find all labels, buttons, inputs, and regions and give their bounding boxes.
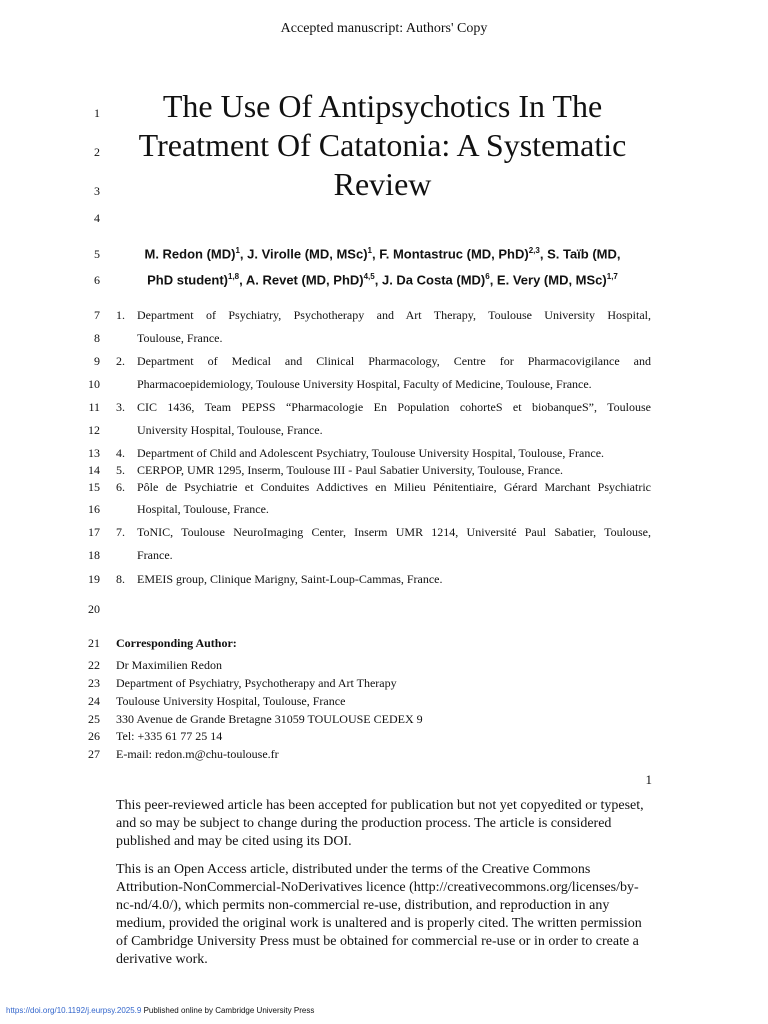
author-list-line (110, 272, 655, 287)
author-name: , F. Montastruc (MD, PhD) (372, 246, 529, 262)
author-name: , A. Revet (MD, PhD) (239, 272, 364, 288)
corresponding-author-heading: Corresponding Author: (116, 636, 237, 650)
manuscript-header: Accepted manuscript: Authors' Copy (280, 21, 488, 36)
peer-review-notice (116, 797, 652, 851)
affiliation-text: Pharmacoepidemiology, Toulouse University Hospital, Faculty of Medicine, Toulouse, France. (137, 377, 592, 391)
affiliation-number: 4. (116, 446, 125, 460)
author-affiliation-marker: 1 (367, 246, 372, 255)
affiliation-text: ToNIC, Toulouse NeuroImaging Center, Inserm UMR 1214, Université Paul Sabatier, Toulouse, (137, 525, 651, 539)
author-name: , S. Taïb (MD, (539, 246, 621, 262)
author-name: M. Redon (MD) (144, 246, 236, 262)
line-number: 5 (94, 247, 100, 261)
line-number: 25 (88, 712, 100, 726)
line-number: 27 (88, 747, 100, 761)
author-affiliation-marker: 2,3 (528, 246, 540, 255)
affiliation-text: Department of Child and Adolescent Psychiatry, Toulouse University Hospital, Toulouse, France. (137, 446, 605, 460)
line-number: 11 (88, 400, 100, 414)
corresponding-author-line: 330 Avenue de Grande Bretagne 31059 TOULOUSE CEDEX 9 (116, 712, 423, 726)
affiliation-text: France. (137, 548, 173, 562)
line-number: 26 (88, 729, 100, 743)
line-number: 15 (88, 480, 100, 494)
affiliation-text: Hospital, Toulouse, France. (137, 502, 269, 516)
line-number: 6 (94, 273, 100, 287)
line-number: 2 (94, 145, 100, 159)
affiliation-number: 2. (116, 354, 125, 368)
line-number: 1 (94, 106, 100, 120)
line-number: 19 (88, 572, 100, 586)
author-name: PhD student) (147, 272, 228, 288)
corresponding-author-email: E-mail: redon.m@chu-toulouse.fr (116, 747, 279, 761)
affiliation-text: CERPOP, UMR 1295, Inserm, Toulouse III - Paul Sabatier University, Toulouse, France. (137, 463, 564, 477)
affiliation-text: Department of Medical and Clinical Pharmacology, Centre for Pharmacovigilance and (137, 354, 651, 368)
affiliation-number: 7. (116, 525, 125, 539)
doi-link[interactable]: https://doi.org/10.1192/j.eurpsy.2025.9 (6, 1006, 142, 1015)
author-name: , J. Virolle (MD, MSc) (239, 246, 368, 262)
line-number: 13 (88, 446, 100, 460)
line-number: 12 (88, 423, 100, 437)
paper-title-line: The Use Of Antipsychotics In The (162, 88, 603, 124)
author-list-line (110, 246, 655, 261)
line-number: 14 (88, 463, 100, 477)
affiliation-text: Toulouse, France. (137, 331, 223, 345)
line-number: 20 (88, 602, 100, 616)
author-affiliation-marker: 1 (235, 246, 240, 255)
line-number: 16 (88, 502, 100, 516)
corresponding-author-line: Department of Psychiatry, Psychotherapy and Art Therapy (116, 676, 397, 690)
affiliation-text: EMEIS group, Clinique Marigny, Saint-Loup-Cammas, France. (137, 572, 443, 586)
line-number: 18 (88, 548, 100, 562)
line-number: 21 (88, 636, 100, 650)
line-number: 17 (88, 525, 100, 539)
paper-title-line: Review (333, 166, 432, 202)
affiliation-text: Department of Psychiatry, Psychotherapy and Art Therapy, Toulouse University Hospital, (137, 308, 651, 322)
author-affiliation-marker: 4,5 (363, 272, 375, 281)
affiliation-text: CIC 1436, Team PEPSS “Pharmacologie En Population cohorteS et biobanqueS”, Toulouse (137, 400, 651, 414)
line-number: 4 (94, 211, 100, 225)
page-number: 1 (645, 772, 652, 787)
author-affiliation-marker: 1,8 (228, 272, 240, 281)
open-access-notice (116, 861, 652, 969)
affiliation-text: Pôle de Psychiatrie et Conduites Addictives en Milieu Pénitentiaire, Gérard Marchant Psychiatric (137, 480, 651, 494)
corresponding-author-line: Toulouse University Hospital, Toulouse, France (116, 694, 346, 708)
line-number: 22 (88, 658, 100, 672)
author-name: , E. Very (MD, MSc) (489, 272, 607, 288)
line-number: 9 (94, 354, 100, 368)
footer-text: Published online by Cambridge University Press (141, 1006, 315, 1015)
author-affiliation-marker: 6 (485, 272, 490, 281)
notice-paragraph: This is an Open Access article, distributed under the terms of the Creative Commons Attribution-NonCommercial-NoDerivatives licence (http://creativecommons.org/licenses/by-nc-nd/4.0/), which permits non-commercial re-use, distribution, and reproduction in any medium, provided the original work is unaltered and is properly cited. The written permission of Cambridge University Press must be obtained for commercial re-use or in order to create a derivative work. (116, 862, 642, 967)
paper-title-line: Treatment Of Catatonia: A Systematic (138, 127, 627, 163)
corresponding-author-line: Tel: +335 61 77 25 14 (116, 729, 223, 743)
line-number: 8 (94, 331, 100, 345)
author-affiliation-marker: 1,7 (606, 272, 618, 281)
affiliation-number: 3. (116, 400, 125, 414)
affiliation-number: 5. (116, 463, 125, 477)
affiliation-text: University Hospital, Toulouse, France. (137, 423, 323, 437)
line-number: 23 (88, 676, 100, 690)
notice-paragraph: This peer-reviewed article has been accepted for publication but not yet copyedited or typeset, and so may be subject to change during the production process. The article is considered published and may be cited using its DOI. (116, 798, 644, 849)
line-number: 24 (88, 694, 100, 708)
affiliation-number: 6. (116, 480, 125, 494)
line-number: 10 (88, 377, 100, 391)
author-name: , J. Da Costa (MD) (374, 272, 486, 288)
affiliation-number: 8. (116, 572, 125, 586)
line-number: 3 (94, 184, 100, 198)
line-number: 7 (94, 308, 100, 322)
page-footer (6, 1006, 314, 1015)
affiliation-number: 1. (116, 308, 125, 322)
corresponding-author-line: Dr Maximilien Redon (116, 658, 222, 672)
